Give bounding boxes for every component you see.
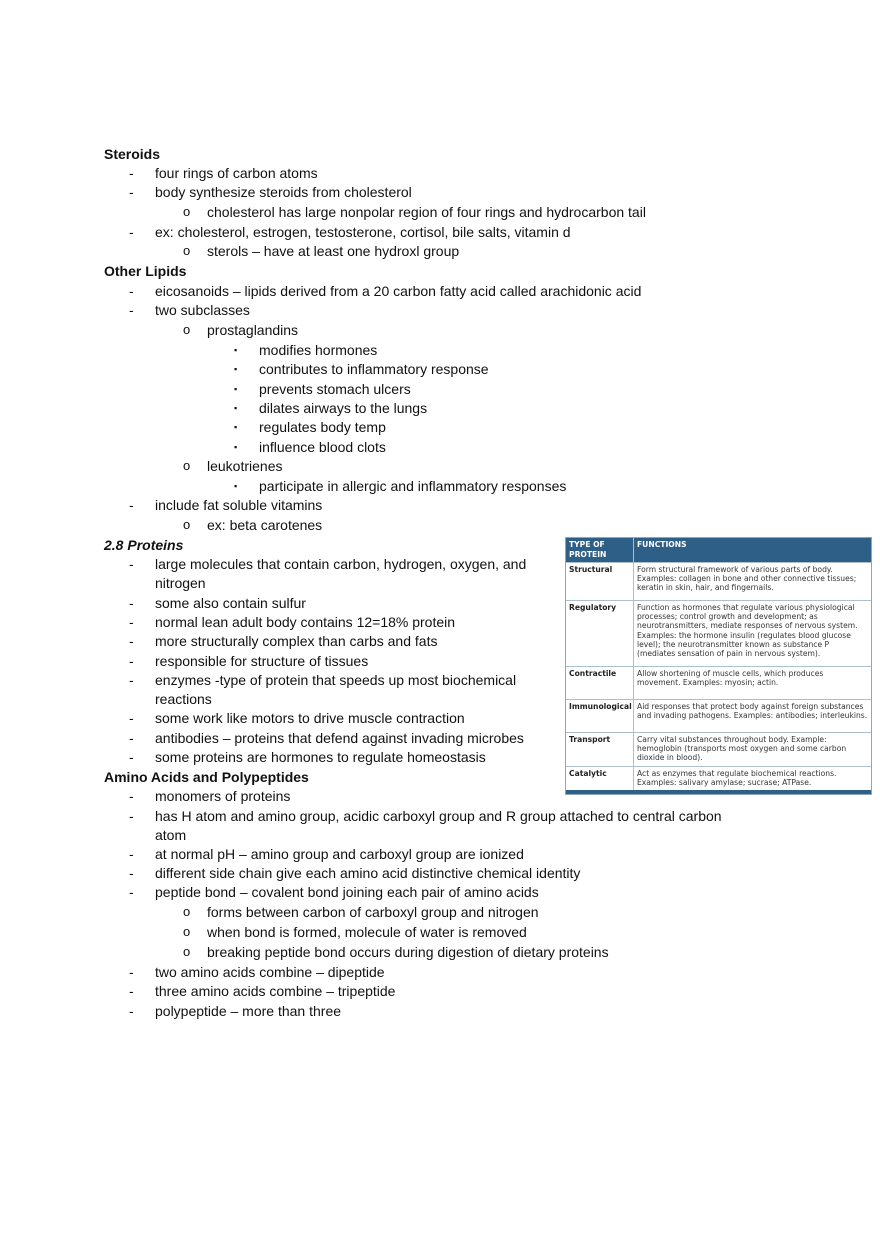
- table-header: [566, 538, 871, 562]
- column-header-type: TYPE OF PROTEIN: [569, 540, 607, 559]
- document-page: Steroids - four rings of carbon atoms - body synthesize steroids from cholesterol o cholesterol has large nonpolar region of four rings and hydrocarbon tail - ex: cholesterol, estrogen, testosterone, cortisol, bile salts, vitamin d o sterols – have at least one hydroxl group Other Lipids - eicosanoids – lipids derived from a 20 carbon fatty acid called arachidonic acid - two subclasses o prostaglandins ▪ modifies hormones ▪ contributes to inflammatory response ▪ prevents stomach ulcers ▪ dilates airways to the lungs ▪ regulates body temp ▪ influence blood clots o leukotrienes ▪ participate in allergic and inflammatory responses - include fat soluble vitamins o ex: beta carotenes 2.8 Proteins - large molecules that contain carbon, hydrogen, oxygen, and nitrogen - some also contain sulfur - normal lean adult body contains 12=18% protein - more structurally complex than carbs and fats - responsible for structure of tissues - enzymes -type of protein that speeds up most biochemical reactions - some work like motors to drive muscle contraction - antibodies – proteins that defend against invading microbes - some proteins are hormones to regulate homeostasis Amino Acids and Polypeptides - monomers of proteins - has H atom and amino group, acidic carboxyl group and R group attached to central carbon atom - at normal pH – amino group and carboxyl group are ionized - different side chain give each amino acid distinctive chemical identity - peptide bond – covalent bond joining each pair of amino acids o forms between carbon of carboxyl group and nitrogen o when bond is formed, molecule of water is removed o breaking peptide bond occurs during digestion of dietary proteins - two amino acids combine – dipeptide - three amino acids combine – tripeptide - polypeptide – more than three TYPE OF PROTEIN FUNCTIONS Structural Form structural framework of various parts of body. Examples: collagen in bone and other connective tissues; keratin in skin, hair, and fingernails. Regulatory Function as hormones that regulate various physiological processes; control growth and development; as neurotransmitters, mediate responses of nervous system. Examples: the hormone insulin (regulates blood glucose level); the neurotransmitter known as substance P (mediates sensation of pain in nervous system). Contractile Allow shortening of muscle cells, which produces movement. Examples: myosin; actin. Immunological Aid responses that protect body against foreign substances and invading pathogens. Examples: antibodies; interleukins. Transport Carry vital substances throughout body. Example: hemoglobin (transports most oxygen and some carbon dioxide in blood). Catalytic Act as enzymes that regulate biochemical reactions. Examples: salivary amylase; sucrase; ATPase.: [0, 0, 880, 1247]
- steroids-heading: Steroids: [104, 146, 161, 162]
- protein-types-table: [565, 537, 872, 795]
- table-row: Regulatory Function as hormones that regulate various physiological processes; control growth and development; as neurotransmitters, mediate responses of nervous system. Examples: the hormone insulin (regulates blood glucose level); the neurotransmitter known as substance P (mediates sensation of pain in nervous system).: [566, 600, 871, 666]
- table-row: Structural Form structural framework of various parts of body. Examples: collagen in bone and other connective tissues; keratin in skin, hair, and fingernails.: [566, 562, 871, 600]
- table-row: Transport Carry vital substances throughout body. Example: hemoglobin (transports most oxygen and some carbon dioxide in blood).: [566, 732, 871, 766]
- column-header-functions: FUNCTIONS: [637, 540, 687, 549]
- table-row: Catalytic Act as enzymes that regulate biochemical reactions. Examples: salivary amylase; sucrase; ATPase.: [566, 766, 871, 790]
- other-lipids-heading: Other Lipids: [104, 263, 187, 279]
- proteins-heading: 2.8 Proteins: [104, 537, 184, 553]
- amino-acids-heading: Amino Acids and Polypeptides: [104, 769, 309, 785]
- table-row: Immunological Aid responses that protect body against foreign substances and invading pathogens. Examples: antibodies; interleukins.: [566, 699, 871, 732]
- table-row: Contractile Allow shortening of muscle cells, which produces movement. Examples: myosin; actin.: [566, 666, 871, 699]
- table-bottom-border: [566, 790, 871, 794]
